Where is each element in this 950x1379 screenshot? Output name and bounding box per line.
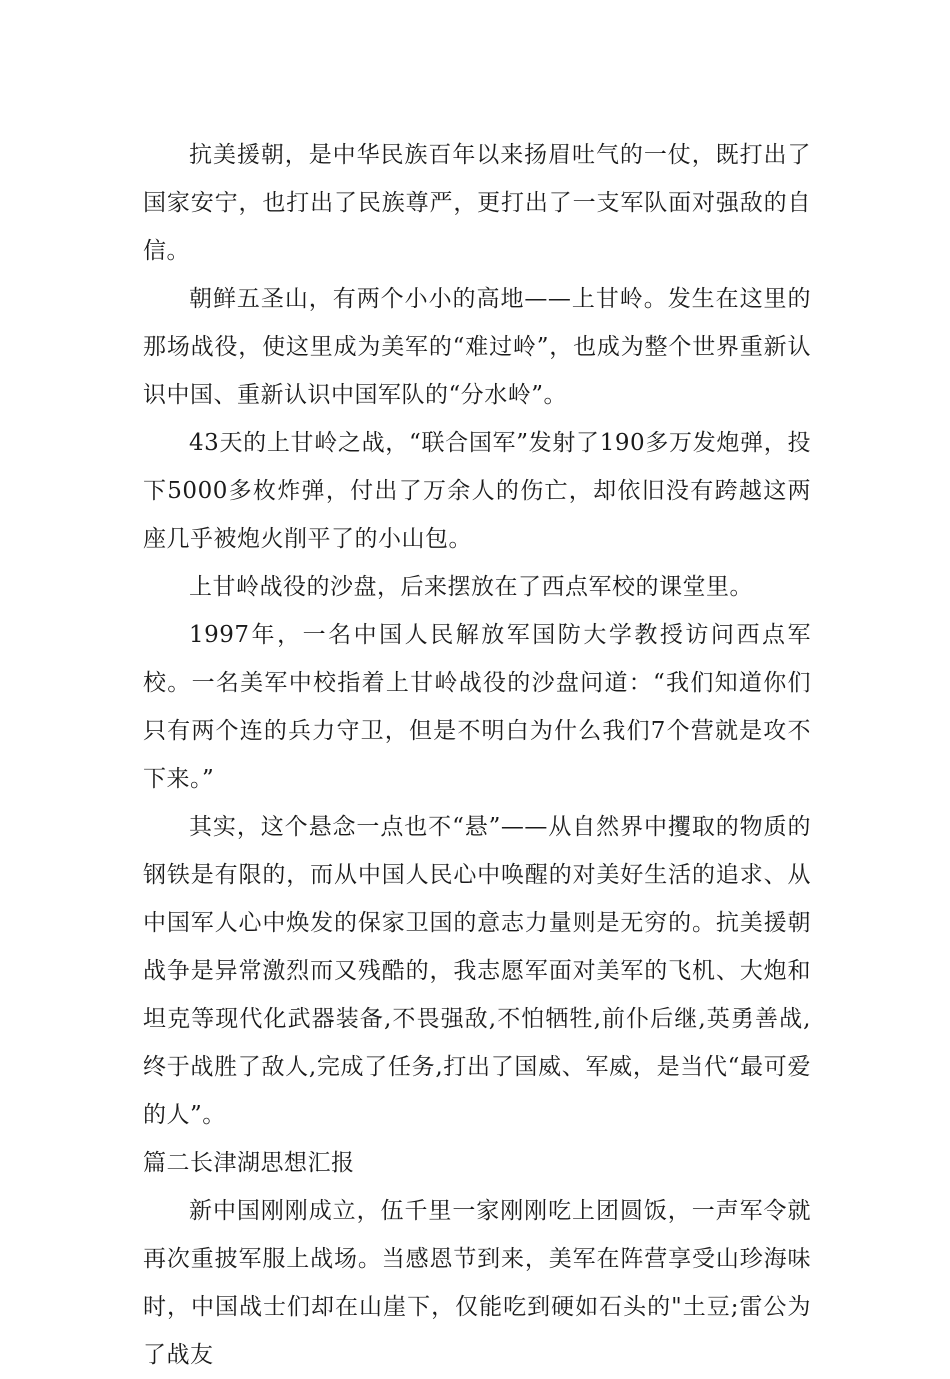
- paragraph: 朝鲜五圣山，有两个小小的高地——上甘岭。发生在这里的那场战役，使这里成为美军的“难过岭”，也成为整个世界重新认识中国、重新认识中国军队的“分水岭”。: [143, 286, 811, 408]
- paragraph: 其实，这个悬念一点也不“悬”——从自然界中攫取的物质的钢铁是有限的，而从中国人民心中唤醒的对美好生活的追求、从中国军人心中焕发的保家卫国的意志力量则是无穷的。抗美援朝战争是异常激烈而又残酷的，我志愿军面对美军的飞机、大炮和坦克等现代化武器装备,不畏强敌,不怕牺牲,前仆后继,英勇善战,终于战胜了敌人,完成了任务,打出了国威、军威，是当代“最可爱的人”。: [143, 814, 811, 1128]
- paragraph: 1997年，一名中国人民解放军国防大学教授访问西点军校。一名美军中校指着上甘岭战役的沙盘问道：“我们知道你们只有两个连的兵力守卫，但是不明白为什么我们7个营就是攻不下来。”: [143, 622, 811, 792]
- paragraph: 上甘岭战役的沙盘，后来摆放在了西点军校的课堂里。: [189, 574, 753, 600]
- paragraph: 新中国刚刚成立，伍千里一家刚刚吃上团圆饭，一声军令就再次重披军服上战场。当感恩节到来，美军在阵营享受山珍海味时，中国战士们却在山崖下，仅能吃到硬如石头的"土豆;雷公为了战友: [143, 1198, 811, 1368]
- section-heading: 篇二长津湖思想汇报: [143, 1150, 355, 1176]
- paragraph: 43天的上甘岭之战，“联合国军”发射了190多万发炮弹，投下5000多枚炸弹，付出了万余人的伤亡，却依旧没有跨越这两座几乎被炮火削平了的小山包。: [143, 430, 811, 552]
- document-body: [143, 131, 811, 1379]
- paragraph: 抗美援朝，是中华民族百年以来扬眉吐气的一仗，既打出了国家安宁，也打出了民族尊严，更打出了一支军队面对强敌的自信。: [143, 142, 811, 264]
